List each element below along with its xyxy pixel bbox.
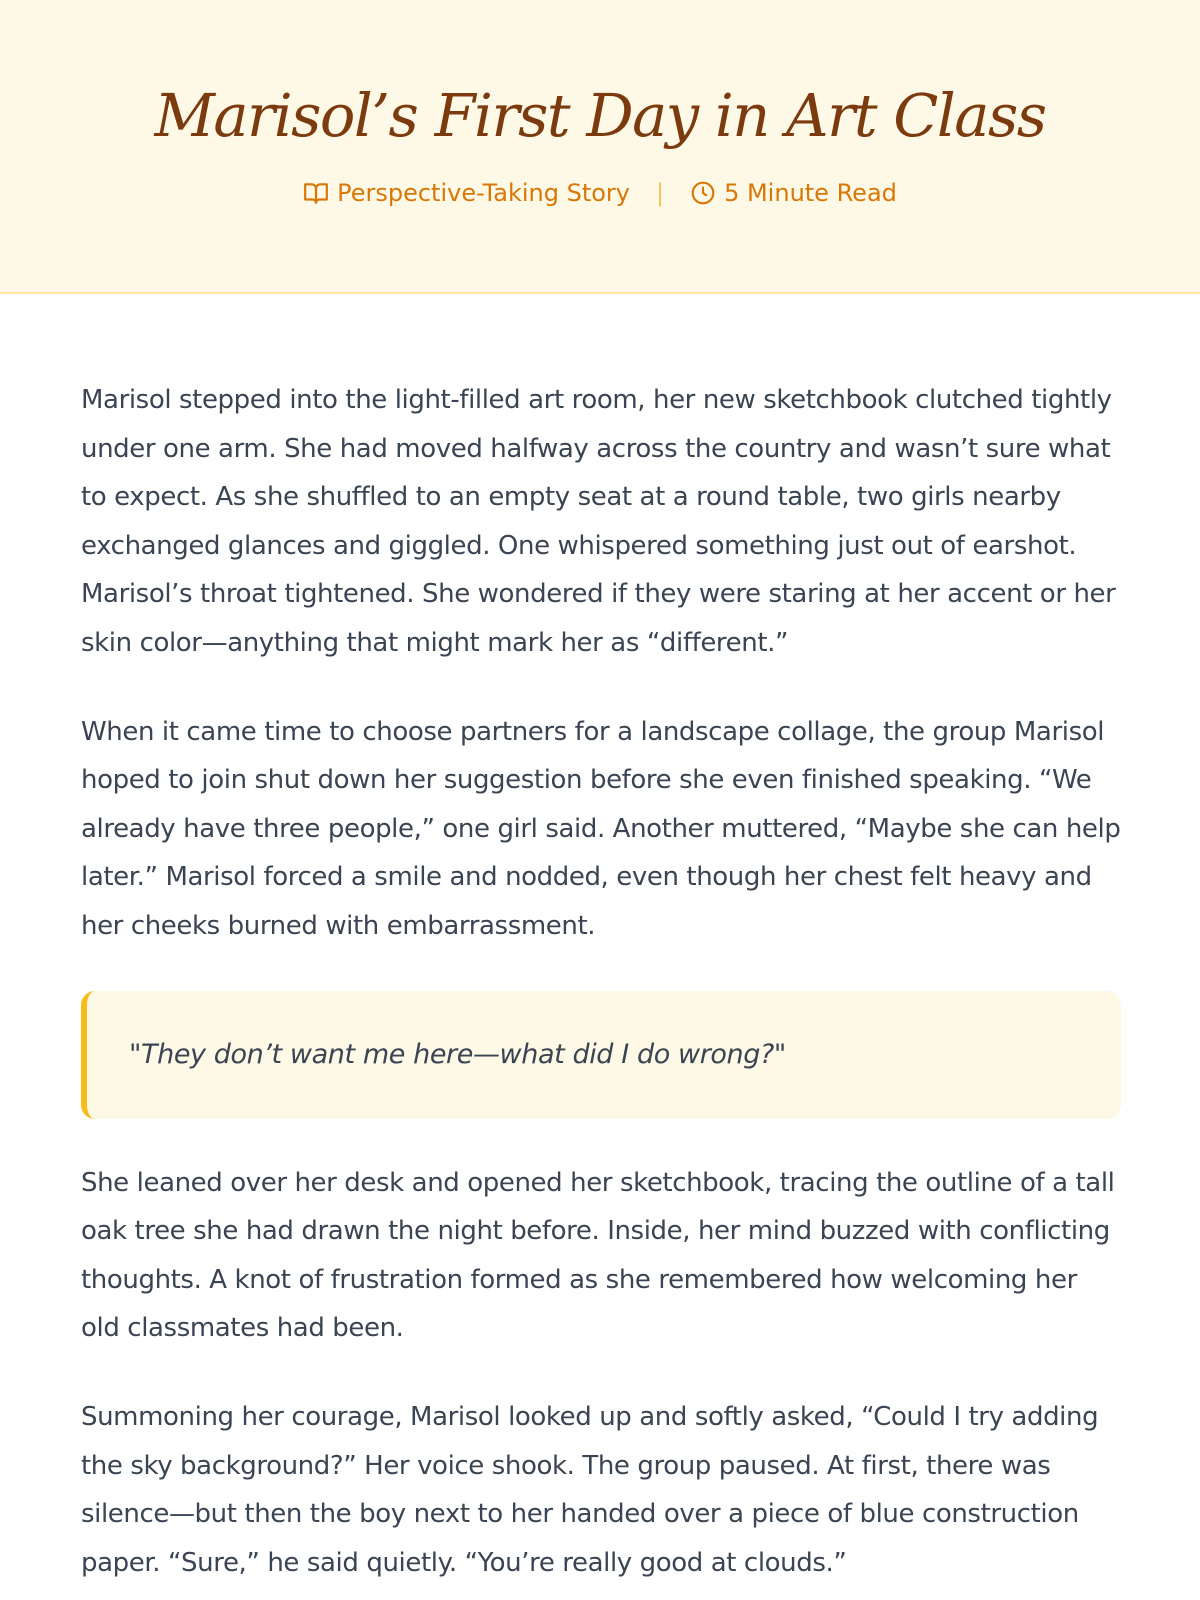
story-paragraph: When it came time to choose partners for a landscape collage, the group Marisol hoped to join shut down her suggestion before she even finished speaking. “We already have three people,” one girl said. Another muttered, “Maybe she can help later.” Marisol forced a smile and nodded, even though her chest felt heavy and her cheeks burned with embarrassment. [81,716,1121,941]
story-read-time [690,176,897,210]
story-paragraph: Summoning her courage, Marisol looked up and softly asked, “Could I try adding the sky background?” Her voice shook. The group paused. At first, there was silence—but then the boy next to her handed over a piece of blue construction paper. “Sure,” he said quietly. “You’re really good at clouds.” [81,1401,1099,1578]
story-category [303,176,630,210]
story-read-time-label: 5 Minute Read [724,179,897,207]
story-body [81,376,1121,1587]
meta-separator: | [655,179,665,207]
story-paragraph: She leaned over her desk and opened her sketchbook, tracing the outline of a tall oak tree she had drawn the night before. Inside, her mind buzzed with conflicting thoughts. A knot of frustration formed as she remembered how welcoming her old classmates had been. [81,1167,1115,1344]
clock-icon [690,180,716,206]
thought-quote [81,991,1121,1119]
book-open-icon [303,180,329,206]
story-meta [0,176,1200,210]
story-category-label: Perspective-Taking Story [337,179,630,207]
story-header [0,0,1200,294]
story-title: Marisol’s First Day in Art Class [154,81,1046,150]
story-paragraph: Marisol stepped into the light-filled art room, her new sketchbook clutched tightly under one arm. She had moved halfway across the country and wasn’t sure what to expect. As she shuffled to an empty seat at a round table, two girls nearby exchanged glances and giggled. One whispered something just out of earshot. Marisol’s throat tightened. She wondered if they were staring at her accent or her skin color—anything that might mark her as “different.” [81,385,1116,658]
thought-quote-text: "They don’t want me here—what did I do wrong?" [129,1039,786,1071]
